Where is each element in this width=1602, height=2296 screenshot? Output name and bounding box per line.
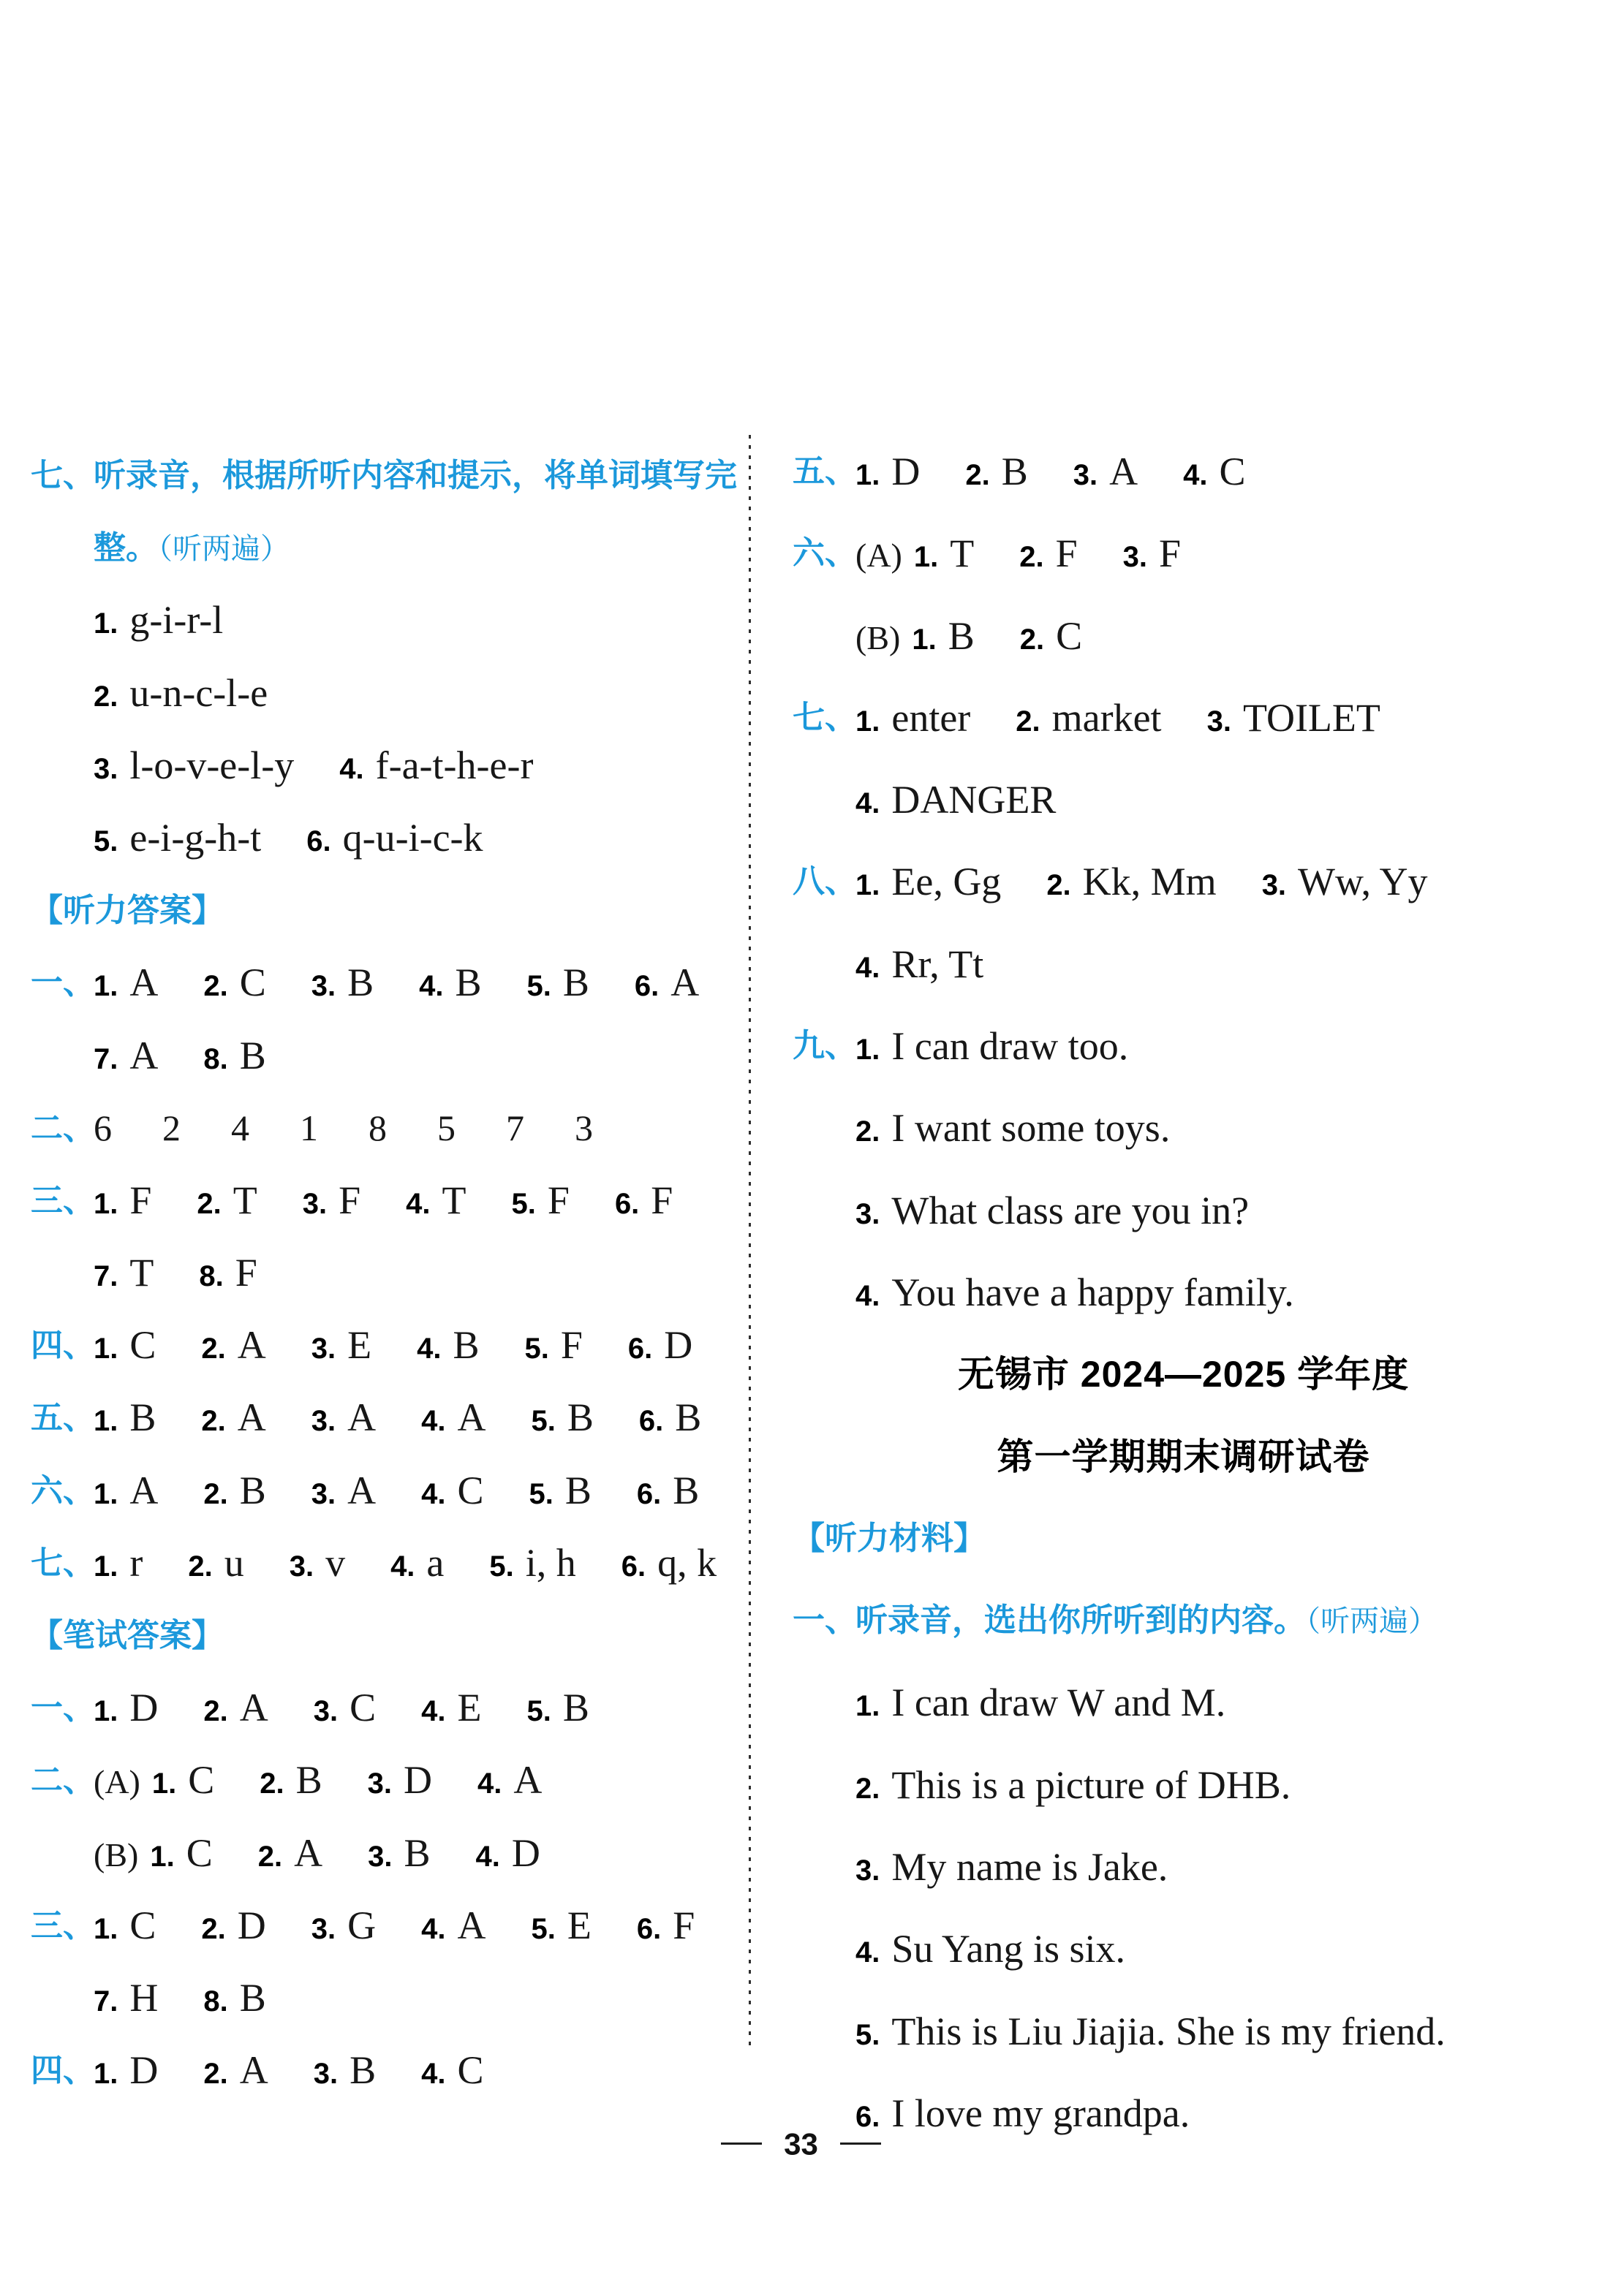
answer-text: This is a picture of DHB.: [891, 1762, 1291, 1807]
item-number: 5.: [526, 970, 551, 1003]
item-number: 1.: [150, 1840, 175, 1873]
answer-text: Kk, Mm: [1082, 860, 1217, 904]
answer-line: [793, 1908, 1574, 1990]
item-number: 3.: [311, 970, 336, 1003]
answer-text: This is Liu Jiajia. She is my friend.: [891, 2009, 1446, 2053]
answer-text: F: [129, 1178, 152, 1222]
item-number: 4.: [421, 1405, 446, 1438]
item-number: 5.: [489, 1550, 514, 1583]
answers-column-left: [31, 439, 746, 2107]
item-number: 1.: [94, 1405, 118, 1438]
answer-line: [793, 1826, 1574, 1908]
answer-text: C: [188, 1758, 215, 1803]
answer-line: [31, 657, 746, 730]
item-number: 1.: [855, 869, 880, 902]
item-number: 2.: [203, 1695, 228, 1728]
section-label: 【笔试答案】: [31, 1618, 224, 1653]
answer-text: I love my grandpa.: [891, 2091, 1190, 2135]
section-label: 三、: [31, 1182, 95, 1219]
listen-twice-note: （听两遍）: [158, 533, 290, 566]
item-number: 3.: [94, 752, 118, 785]
item-number: 3.: [855, 1854, 880, 1887]
item-number: 1.: [94, 1695, 118, 1728]
answer-text: B: [673, 1468, 700, 1512]
answer-text: F: [1055, 531, 1078, 576]
item-number: 1.: [94, 1550, 118, 1583]
answer-text: Su Yang is six.: [891, 1927, 1125, 1971]
answer-text: A: [129, 961, 159, 1005]
answer-digit: 6: [94, 1107, 112, 1148]
item-number: 2.: [203, 2058, 228, 2091]
part-label: (B): [855, 618, 901, 656]
answer-line: [31, 512, 746, 584]
item-number: 8.: [203, 1042, 228, 1075]
answer-text: q-u-i-c-k: [342, 815, 483, 860]
page-number: 33: [784, 2126, 818, 2162]
answer-text: E: [347, 1323, 372, 1368]
answer-line: [793, 1580, 1574, 1662]
item-number: 2.: [260, 1768, 284, 1800]
answer-line: [31, 1817, 746, 1890]
answer-line: [793, 1990, 1574, 2072]
answer-line: [31, 1237, 746, 1309]
item-number: 3.: [311, 1477, 336, 1510]
item-number: 5.: [855, 2018, 880, 2051]
item-number: 3.: [311, 1912, 336, 1945]
item-number: 3.: [1122, 541, 1147, 574]
item-number: 2.: [197, 1187, 222, 1220]
item-number: 3.: [302, 1187, 328, 1220]
answer-text: A: [294, 1830, 323, 1875]
section-heading-line: [31, 874, 746, 947]
item-number: 5.: [94, 825, 118, 857]
item-number: 7.: [94, 1042, 118, 1075]
answer-text: E: [457, 1686, 482, 1730]
item-number: 4.: [475, 1840, 500, 1873]
item-number: 1.: [855, 1034, 880, 1066]
answer-text: T: [129, 1251, 154, 1295]
answer-text: A: [1109, 450, 1138, 493]
answer-text: F: [547, 1178, 570, 1222]
item-number: 6.: [636, 1477, 662, 1510]
item-number: 4.: [855, 1279, 880, 1312]
answer-text: C: [350, 1686, 377, 1730]
answer-text: F: [1158, 531, 1182, 576]
answer-text: E: [567, 1903, 592, 1947]
answer-text: g-i-r-l: [129, 598, 224, 643]
item-number: 1.: [855, 1690, 880, 1723]
item-number: 1.: [94, 2058, 118, 2091]
item-number: 1.: [94, 1187, 118, 1220]
listen-twice-note: （听两遍）: [1306, 1605, 1437, 1638]
answer-digit: 3: [575, 1107, 593, 1148]
item-number: 8.: [199, 1260, 224, 1293]
answer-line: [31, 1020, 746, 1092]
answer-line: [793, 841, 1574, 922]
section-heading-line: [793, 1498, 1574, 1580]
section-label: 五、: [793, 453, 857, 489]
item-number: 3.: [1261, 869, 1287, 902]
section-label: 二、: [31, 1762, 95, 1799]
exam-title-text: 无锡市 2024—2025 学年度: [957, 1354, 1410, 1395]
answer-text: B: [1001, 450, 1028, 493]
answer-text: B: [948, 613, 975, 658]
item-number: 2.: [257, 1840, 283, 1873]
item-number: 2.: [855, 1115, 880, 1148]
answer-line: [31, 1890, 746, 1962]
answer-text: You have a happy family.: [891, 1270, 1294, 1314]
answer-line: [31, 1672, 746, 1744]
answer-digit: 2: [162, 1107, 181, 1148]
answer-line: [793, 759, 1574, 841]
answer-text: q, k: [657, 1540, 717, 1585]
item-number: 4.: [855, 1936, 880, 1969]
exam-title-line: [793, 1333, 1574, 1415]
exam-title-line: [793, 1416, 1574, 1498]
item-number: 6.: [306, 825, 331, 857]
answer-text: B: [347, 961, 374, 1005]
item-number: 2.: [965, 459, 990, 491]
item-number: 3.: [368, 1840, 393, 1873]
answer-text: C: [129, 1323, 156, 1368]
item-number: 6.: [614, 1187, 640, 1220]
answer-text: A: [239, 2048, 268, 2093]
answer-text: enter: [891, 695, 971, 740]
answer-line: [793, 1662, 1574, 1743]
item-number: 5.: [531, 1405, 556, 1438]
answer-text: B: [562, 1686, 589, 1730]
answer-text: F: [651, 1178, 673, 1222]
answer-line: [793, 512, 1574, 594]
answer-text: u: [224, 1540, 244, 1585]
answer-text: T: [442, 1178, 466, 1222]
item-number: 3.: [367, 1768, 392, 1800]
answer-text: B: [295, 1758, 322, 1803]
item-number: 2.: [1016, 705, 1040, 738]
section-label: 一、: [793, 1602, 857, 1639]
item-number: 1.: [94, 607, 118, 640]
answer-text: D: [664, 1323, 693, 1368]
section-label: 一、: [31, 1690, 95, 1727]
item-number: 3.: [313, 1695, 339, 1728]
answer-line: [793, 1251, 1574, 1333]
answer-line: [31, 439, 746, 512]
answer-text: F: [560, 1323, 583, 1368]
answer-text: Rr, Tt: [891, 941, 984, 986]
item-number: 7.: [94, 1985, 118, 2017]
answer-text: B: [239, 1975, 266, 2020]
item-number: 1.: [151, 1768, 177, 1800]
answer-line: [31, 802, 746, 874]
answer-text: F: [235, 1251, 257, 1295]
item-number: 4.: [1183, 459, 1208, 491]
answer-text: TOILET: [1242, 695, 1380, 740]
item-number: 6.: [621, 1550, 646, 1583]
answer-text: F: [339, 1178, 361, 1222]
answer-text: B: [404, 1830, 431, 1875]
answer-text: T: [233, 1178, 257, 1222]
answer-digit: 8: [369, 1107, 387, 1148]
prompt-text: 听录音，选出你所听到的内容。: [855, 1602, 1306, 1639]
answer-text: i, h: [525, 1540, 576, 1585]
item-number: 3.: [1206, 705, 1231, 738]
item-number: 4.: [855, 951, 880, 984]
item-number: 7.: [94, 1260, 118, 1293]
answer-text: Ww, Yy: [1298, 860, 1428, 904]
answer-line: [31, 1309, 746, 1382]
answer-text: r: [129, 1540, 143, 1585]
item-number: 4.: [477, 1768, 502, 1800]
answer-text: A: [457, 1395, 486, 1440]
answer-text: D: [237, 1903, 266, 1947]
section-label: 一、: [31, 965, 95, 1001]
page-footer: [0, 2116, 1602, 2171]
item-number: 2.: [1019, 541, 1044, 574]
item-number: 2.: [1019, 623, 1045, 656]
item-number: 6.: [634, 970, 660, 1003]
item-number: 4.: [339, 752, 364, 785]
item-number: 2.: [203, 1477, 228, 1510]
answer-text: C: [457, 1468, 484, 1512]
answer-line: [31, 1962, 746, 2034]
answer-line: [793, 1005, 1574, 1087]
answer-text: Ee, Gg: [891, 860, 1002, 904]
item-number: 2.: [94, 680, 118, 713]
item-number: 1.: [912, 623, 937, 656]
answer-text: B: [455, 961, 482, 1005]
item-number: 5.: [531, 1912, 556, 1945]
answer-text: B: [453, 1323, 480, 1368]
answer-line: [31, 1744, 746, 1816]
item-number: 4.: [421, 1477, 446, 1510]
answer-line: [793, 1087, 1574, 1169]
item-number: 8.: [203, 1985, 228, 2017]
answer-text: A: [237, 1323, 266, 1368]
answer-text: C: [186, 1830, 213, 1875]
item-number: 1.: [94, 970, 118, 1003]
answer-line: [31, 730, 746, 802]
answer-text: H: [129, 1975, 159, 2020]
answer-text: A: [347, 1468, 377, 1512]
footer-dash-right: [840, 2142, 881, 2145]
answer-text: G: [347, 1903, 377, 1947]
item-number: 2.: [188, 1550, 213, 1583]
item-number: 4.: [417, 1333, 442, 1365]
item-number: 2.: [203, 970, 228, 1003]
item-number: 5.: [524, 1333, 549, 1365]
answer-text: u-n-c-l-e: [129, 670, 268, 715]
item-number: 6.: [627, 1333, 653, 1365]
section-label: 七、: [793, 699, 857, 735]
answer-line: [31, 1455, 746, 1527]
answer-text: B: [564, 1468, 592, 1512]
answer-text: A: [347, 1395, 377, 1440]
answer-line: [793, 1744, 1574, 1826]
answer-text: I can draw too.: [891, 1024, 1129, 1069]
answer-text: A: [129, 1468, 159, 1512]
answer-text: C: [1056, 613, 1083, 658]
answer-text: B: [239, 1468, 266, 1512]
part-label: (A): [855, 537, 902, 575]
answer-text: A: [239, 1686, 268, 1730]
item-number: 4.: [421, 1695, 446, 1728]
item-number: 4.: [855, 787, 880, 820]
answer-line: [31, 1092, 746, 1164]
item-number: 5.: [511, 1187, 536, 1220]
section-label: 五、: [31, 1400, 95, 1436]
section-label: 六、: [31, 1472, 95, 1509]
answer-text: A: [237, 1395, 266, 1440]
answer-text: I want some toys.: [891, 1106, 1171, 1151]
section-label: 七、: [31, 458, 95, 493]
item-number: 3.: [289, 1550, 314, 1583]
prompt-text: 听录音，根据所听内容和提示，将单词填写完: [94, 458, 737, 493]
answer-text: B: [675, 1395, 702, 1440]
answer-line: [793, 923, 1574, 1005]
answer-text: market: [1051, 695, 1162, 740]
answer-text: A: [457, 1903, 486, 1947]
answer-text: e-i-g-h-t: [129, 815, 262, 860]
answer-digit: 7: [506, 1107, 524, 1148]
section-label: 八、: [793, 863, 857, 900]
item-number: 1.: [94, 1333, 118, 1365]
answer-line: [31, 584, 746, 656]
section-label: 三、: [31, 1907, 95, 1944]
section-label: 四、: [31, 2053, 95, 2089]
answer-text: A: [129, 1033, 159, 1077]
item-number: 5.: [526, 1695, 551, 1728]
section-label: 六、: [793, 535, 857, 572]
section-label: 七、: [31, 1545, 95, 1581]
answer-text: B: [562, 961, 589, 1005]
part-label: (A): [94, 1763, 140, 1801]
answer-text: A: [670, 961, 700, 1005]
answer-line: [31, 2034, 746, 2107]
answer-text: v: [325, 1540, 346, 1585]
item-number: 3.: [855, 1197, 880, 1230]
answer-text: B: [129, 1395, 156, 1440]
answer-text: D: [891, 450, 921, 493]
answer-text: D: [404, 1758, 432, 1803]
prompt-text: 整。: [94, 530, 158, 567]
answer-text: C: [239, 961, 266, 1005]
answer-line: [31, 1164, 746, 1237]
answer-text: f-a-t-h-e-r: [375, 743, 534, 787]
item-number: 3.: [311, 1405, 336, 1438]
answer-line: [31, 1527, 746, 1599]
answer-text: B: [350, 2048, 377, 2093]
answer-digit: 1: [300, 1107, 318, 1148]
answer-text: D: [511, 1830, 540, 1875]
answer-text: DANGER: [891, 778, 1057, 822]
column-divider: [749, 435, 751, 2050]
answers-column-right: [793, 431, 1574, 2154]
item-number: 2.: [201, 1405, 226, 1438]
answer-line: [793, 1170, 1574, 1251]
answer-digit: 4: [231, 1107, 249, 1148]
section-label: 【听力答案】: [31, 893, 224, 929]
item-number: 4.: [406, 1187, 431, 1220]
exam-title-text: 第一学期期末调研试卷: [997, 1436, 1370, 1477]
answer-text: D: [129, 2048, 159, 2093]
answer-text: a: [426, 1540, 445, 1585]
answer-text: C: [129, 1903, 156, 1947]
answer-digit: 5: [437, 1107, 456, 1148]
item-number: 3.: [313, 2058, 339, 2091]
answer-text: l-o-v-e-l-y: [129, 743, 295, 787]
section-heading-line: [31, 1599, 746, 1672]
answer-line: [31, 947, 746, 1019]
answer-text: My name is Jake.: [891, 1845, 1168, 1890]
answer-text: D: [129, 1686, 159, 1730]
item-number: 4.: [421, 2058, 446, 2091]
item-number: 4.: [390, 1550, 415, 1583]
answer-text: C: [457, 2048, 484, 2093]
item-number: 1.: [855, 459, 880, 491]
item-number: 3.: [311, 1333, 336, 1365]
item-number: 2.: [201, 1333, 226, 1365]
answer-text: A: [513, 1758, 543, 1803]
item-number: 4.: [421, 1912, 446, 1945]
item-number: 6.: [638, 1405, 664, 1438]
item-number: 6.: [855, 2100, 880, 2133]
answer-line: [793, 595, 1574, 677]
item-number: 1.: [94, 1477, 118, 1510]
section-label: 四、: [31, 1327, 95, 1364]
item-number: 5.: [529, 1477, 553, 1510]
answer-text: B: [239, 1033, 266, 1077]
item-number: 1.: [855, 705, 880, 738]
answer-text: I can draw W and M.: [891, 1681, 1226, 1725]
answer-text: T: [950, 531, 975, 576]
answer-line: [31, 1382, 746, 1454]
footer-dash-left: [721, 2142, 762, 2145]
item-number: 4.: [419, 970, 444, 1003]
answer-line: [793, 677, 1574, 759]
section-label: 二、: [31, 1110, 95, 1146]
item-number: 2.: [201, 1912, 226, 1945]
answer-text: What class are you in?: [891, 1188, 1250, 1232]
answer-text: F: [673, 1903, 695, 1947]
item-number: 6.: [636, 1912, 662, 1945]
section-label: 九、: [793, 1028, 857, 1064]
section-label: 【听力材料】: [793, 1520, 986, 1556]
item-number: 1.: [913, 541, 939, 574]
item-number: 2.: [855, 1772, 880, 1805]
item-number: 2.: [1046, 869, 1071, 902]
answer-line: [793, 431, 1574, 512]
answer-text: C: [1219, 450, 1246, 493]
item-number: 3.: [1073, 459, 1098, 491]
part-label: (B): [94, 1835, 139, 1873]
item-number: 1.: [94, 1912, 118, 1945]
answer-text: B: [567, 1395, 594, 1440]
